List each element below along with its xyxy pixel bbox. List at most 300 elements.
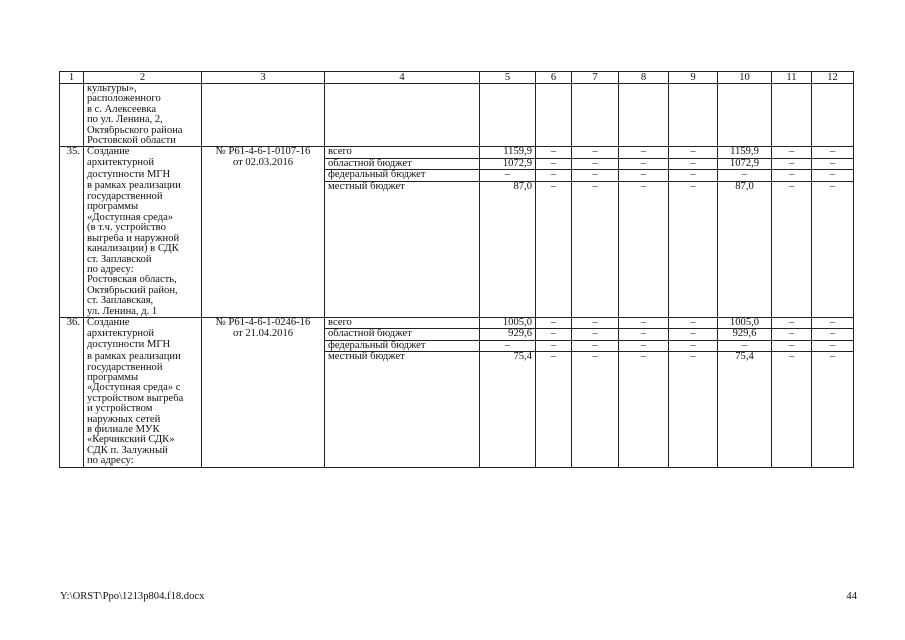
empty-cell [572,265,619,275]
object-name-line: в рамках реализации [84,181,202,192]
amount-cell: – [480,340,536,351]
empty-cell [669,307,718,318]
empty-cell [325,234,480,244]
amount-cell: – [669,181,718,192]
empty-cell [202,363,325,373]
document-code: № Р61-4-6-1-0246-16 [202,317,325,328]
empty-cell [619,244,669,254]
empty-cell [325,456,480,467]
empty-cell [536,363,572,373]
table-row [60,394,854,404]
amount-cell: – [812,170,854,181]
object-name-line: Ростовская область, [84,275,202,285]
empty-cell [772,244,812,254]
amount-cell: – [812,317,854,328]
object-name-line: наружных сетей [84,415,202,425]
funding-source: федеральный бюджет [325,170,480,181]
empty-cell [619,202,669,212]
empty-cell [572,136,619,147]
column-header: 1 [60,72,84,84]
object-name-line: государственной [84,192,202,202]
object-name-line: ст. Заплавская, [84,296,202,306]
object-name-line: «Доступная среда» с [84,383,202,393]
object-name-line: СДК п. Залужный [84,446,202,456]
object-name-line: государственной [84,363,202,373]
header-row [60,72,854,84]
amount-cell: – [536,317,572,328]
empty-cell [772,425,812,435]
table-row [60,373,854,383]
empty-cell [325,105,480,115]
empty-cell [480,115,536,125]
empty-cell [536,456,572,467]
empty-cell [772,456,812,467]
empty-cell [669,363,718,373]
amount-cell: – [536,158,572,169]
empty-cell [480,363,536,373]
funding-source: местный бюджет [325,181,480,192]
table-row [60,317,854,328]
empty-cell [536,446,572,456]
empty-cell [718,275,772,285]
empty-cell [325,404,480,414]
empty-cell [325,286,480,296]
empty-cell [669,94,718,104]
empty-cell [480,234,536,244]
empty-cell [480,84,536,95]
object-name-line: «Керчикский СДК» [84,435,202,445]
empty-cell [669,404,718,414]
empty-cell [202,202,325,212]
amount-cell: – [619,181,669,192]
empty-cell [772,94,812,104]
empty-cell [812,286,854,296]
empty-cell [60,352,84,363]
empty-cell [669,105,718,115]
amount-cell: – [772,352,812,363]
empty-cell [202,265,325,275]
empty-cell [572,383,619,393]
empty-cell [572,456,619,467]
empty-cell [718,115,772,125]
empty-cell [772,265,812,275]
empty-cell [536,415,572,425]
table-row [60,170,854,181]
empty-cell [772,415,812,425]
empty-cell [480,446,536,456]
empty-cell [619,456,669,467]
empty-cell [325,435,480,445]
empty-cell [572,415,619,425]
empty-cell [572,244,619,254]
funding-source: всего [325,147,480,158]
table-row [60,265,854,275]
empty-cell [536,105,572,115]
empty-cell [669,192,718,202]
empty-cell [812,456,854,467]
empty-cell [202,234,325,244]
amount-cell: 1159,9 [718,147,772,158]
empty-cell [325,425,480,435]
empty-cell [812,255,854,265]
amount-cell: – [772,181,812,192]
empty-cell [812,84,854,95]
empty-cell [480,296,536,306]
empty-cell [60,456,84,467]
empty-cell [325,202,480,212]
empty-cell [60,244,84,254]
empty-cell [480,383,536,393]
amount-cell: – [536,170,572,181]
table-row [60,126,854,136]
empty-cell [325,244,480,254]
object-name-line: Создание [84,317,202,328]
empty-cell [325,255,480,265]
empty-cell [812,94,854,104]
empty-cell [202,404,325,414]
empty-cell [60,115,84,125]
empty-cell [619,136,669,147]
empty-cell [202,170,325,181]
empty-cell [812,446,854,456]
amount-cell: – [812,147,854,158]
amount-cell: 87,0 [718,181,772,192]
empty-cell [572,126,619,136]
empty-cell [325,94,480,104]
empty-cell [812,213,854,223]
empty-cell [325,126,480,136]
file-path: Y:\ORST\Ppo\1213p804.f18.docx [60,591,205,602]
empty-cell [325,363,480,373]
amount-cell: – [572,340,619,351]
empty-cell [572,202,619,212]
empty-cell [572,234,619,244]
empty-cell [812,275,854,285]
object-name-line: архитектурной [84,329,202,340]
table-row [60,105,854,115]
funding-source: областной бюджет [325,158,480,169]
empty-cell [718,94,772,104]
empty-cell [772,296,812,306]
empty-cell [669,84,718,95]
table-row [60,115,854,125]
empty-cell [812,373,854,383]
empty-cell [325,192,480,202]
empty-cell [718,456,772,467]
empty-cell [718,126,772,136]
empty-cell [718,296,772,306]
empty-cell [202,192,325,202]
empty-cell [619,307,669,318]
table-row [60,158,854,169]
empty-cell [812,425,854,435]
empty-cell [536,425,572,435]
empty-cell [536,307,572,318]
object-name-line: в рамках реализации [84,352,202,363]
empty-cell [772,363,812,373]
funding-source: местный бюджет [325,352,480,363]
amount-cell: – [812,158,854,169]
empty-cell [772,275,812,285]
empty-cell [60,340,84,351]
empty-cell [325,275,480,285]
amount-cell: 75,4 [480,352,536,363]
empty-cell [772,394,812,404]
empty-cell [536,223,572,233]
empty-cell [718,286,772,296]
empty-cell [718,202,772,212]
amount-cell: – [536,329,572,340]
empty-cell [669,115,718,125]
empty-cell [718,425,772,435]
object-name-line: программы [84,202,202,212]
empty-cell [60,105,84,115]
empty-cell [572,213,619,223]
empty-cell [572,296,619,306]
object-name-line: устройством выгреба [84,394,202,404]
column-header: 7 [572,72,619,84]
empty-cell [718,383,772,393]
empty-cell [536,275,572,285]
empty-cell [325,307,480,318]
row-number: 35. [60,147,84,158]
empty-cell [619,94,669,104]
empty-cell [812,244,854,254]
empty-cell [536,255,572,265]
table-row [60,307,854,318]
table-row [60,456,854,467]
amount-cell: – [772,340,812,351]
empty-cell [536,213,572,223]
table-row [60,404,854,414]
table-row [60,363,854,373]
empty-cell [619,446,669,456]
table-row [60,383,854,393]
empty-cell [718,415,772,425]
table-row [60,340,854,351]
object-name-line: (в т.ч. устройство [84,223,202,233]
empty-cell [718,136,772,147]
empty-cell [619,192,669,202]
empty-cell [480,307,536,318]
empty-cell [202,340,325,351]
empty-cell [669,126,718,136]
empty-cell [60,296,84,306]
empty-cell [60,202,84,212]
empty-cell [480,394,536,404]
object-name-line: в филиале МУК [84,425,202,435]
empty-cell [325,383,480,393]
empty-cell [202,223,325,233]
empty-cell [480,126,536,136]
amount-cell: 929,6 [480,329,536,340]
empty-cell [60,192,84,202]
empty-cell [772,373,812,383]
table-row [60,94,854,104]
empty-cell [619,115,669,125]
column-header: 6 [536,72,572,84]
empty-cell [536,115,572,125]
page-number: 44 [846,591,857,602]
empty-cell [60,94,84,104]
table-row [60,181,854,192]
empty-cell [718,373,772,383]
empty-cell [480,265,536,275]
empty-cell [536,126,572,136]
amount-cell: – [572,147,619,158]
empty-cell [60,223,84,233]
object-name-line: по адресу: [84,265,202,275]
empty-cell [772,105,812,115]
empty-cell [572,425,619,435]
amount-cell: 1005,0 [718,317,772,328]
empty-cell [718,363,772,373]
object-name-line: по адресу: [84,456,202,467]
amount-cell: – [669,317,718,328]
amount-cell: – [619,352,669,363]
empty-cell [619,383,669,393]
empty-cell [60,373,84,383]
empty-cell [572,363,619,373]
empty-cell [60,275,84,285]
table-row [60,275,854,285]
empty-cell [772,202,812,212]
table-row [60,329,854,340]
empty-cell [325,265,480,275]
empty-cell [812,404,854,414]
amount-cell: – [572,170,619,181]
empty-cell [718,255,772,265]
empty-cell [619,105,669,115]
amount-cell: – [572,181,619,192]
empty-cell [536,94,572,104]
empty-cell [536,244,572,254]
empty-cell [536,286,572,296]
empty-cell [536,383,572,393]
empty-cell [202,446,325,456]
empty-cell [536,296,572,306]
table-row [60,202,854,212]
empty-cell [669,456,718,467]
object-name-line: культуры», [84,84,202,95]
empty-cell [772,192,812,202]
empty-cell [718,404,772,414]
amount-cell: – [669,147,718,158]
empty-cell [669,202,718,212]
empty-cell [202,126,325,136]
empty-cell [572,394,619,404]
empty-cell [619,415,669,425]
empty-cell [772,383,812,393]
empty-cell [202,352,325,363]
table-row [60,234,854,244]
amount-cell: – [536,352,572,363]
amount-cell: 929,6 [718,329,772,340]
empty-cell [60,286,84,296]
empty-cell [60,446,84,456]
empty-cell [480,255,536,265]
empty-cell [812,223,854,233]
empty-cell [718,84,772,95]
empty-cell [536,192,572,202]
table-row [60,213,854,223]
empty-cell [202,373,325,383]
empty-cell [718,105,772,115]
amount-cell: – [572,352,619,363]
empty-cell [480,213,536,223]
empty-cell [772,435,812,445]
empty-cell [60,415,84,425]
column-header: 3 [202,72,325,84]
empty-cell [572,275,619,285]
empty-cell [480,202,536,212]
amount-cell: – [572,329,619,340]
object-name-line: доступности МГН [84,340,202,351]
empty-cell [480,404,536,414]
amount-cell: – [619,158,669,169]
empty-cell [669,223,718,233]
empty-cell [812,296,854,306]
object-name-line: Ростовской области [84,136,202,147]
empty-cell [536,202,572,212]
column-header: 10 [718,72,772,84]
empty-cell [572,94,619,104]
empty-cell [812,202,854,212]
amount-cell: – [812,329,854,340]
empty-cell [536,435,572,445]
amount-cell: – [772,329,812,340]
empty-cell [772,223,812,233]
amount-cell: – [619,329,669,340]
empty-cell [480,223,536,233]
empty-cell [572,286,619,296]
empty-cell [619,213,669,223]
empty-cell [202,383,325,393]
object-name-line: и устройством [84,404,202,414]
empty-cell [718,223,772,233]
empty-cell [202,394,325,404]
empty-cell [718,307,772,318]
empty-cell [202,213,325,223]
empty-cell [619,435,669,445]
funding-source: всего [325,317,480,328]
empty-cell [772,213,812,223]
amount-cell: 1159,9 [480,147,536,158]
empty-cell [202,415,325,425]
empty-cell [325,136,480,147]
empty-cell [812,415,854,425]
empty-cell [325,296,480,306]
funding-source: федеральный бюджет [325,340,480,351]
empty-cell [202,435,325,445]
object-name-line: ст. Заплавской [84,255,202,265]
empty-cell [572,307,619,318]
empty-cell [619,296,669,306]
empty-cell [812,105,854,115]
empty-cell [812,307,854,318]
amount-cell: – [772,158,812,169]
object-name-line: Октябрьский район, [84,286,202,296]
empty-cell [572,223,619,233]
empty-cell [536,234,572,244]
empty-cell [572,255,619,265]
empty-cell [572,435,619,445]
amount-cell: – [669,352,718,363]
amount-cell: – [812,181,854,192]
empty-cell [572,373,619,383]
amount-cell: – [772,147,812,158]
amount-cell: 75,4 [718,352,772,363]
